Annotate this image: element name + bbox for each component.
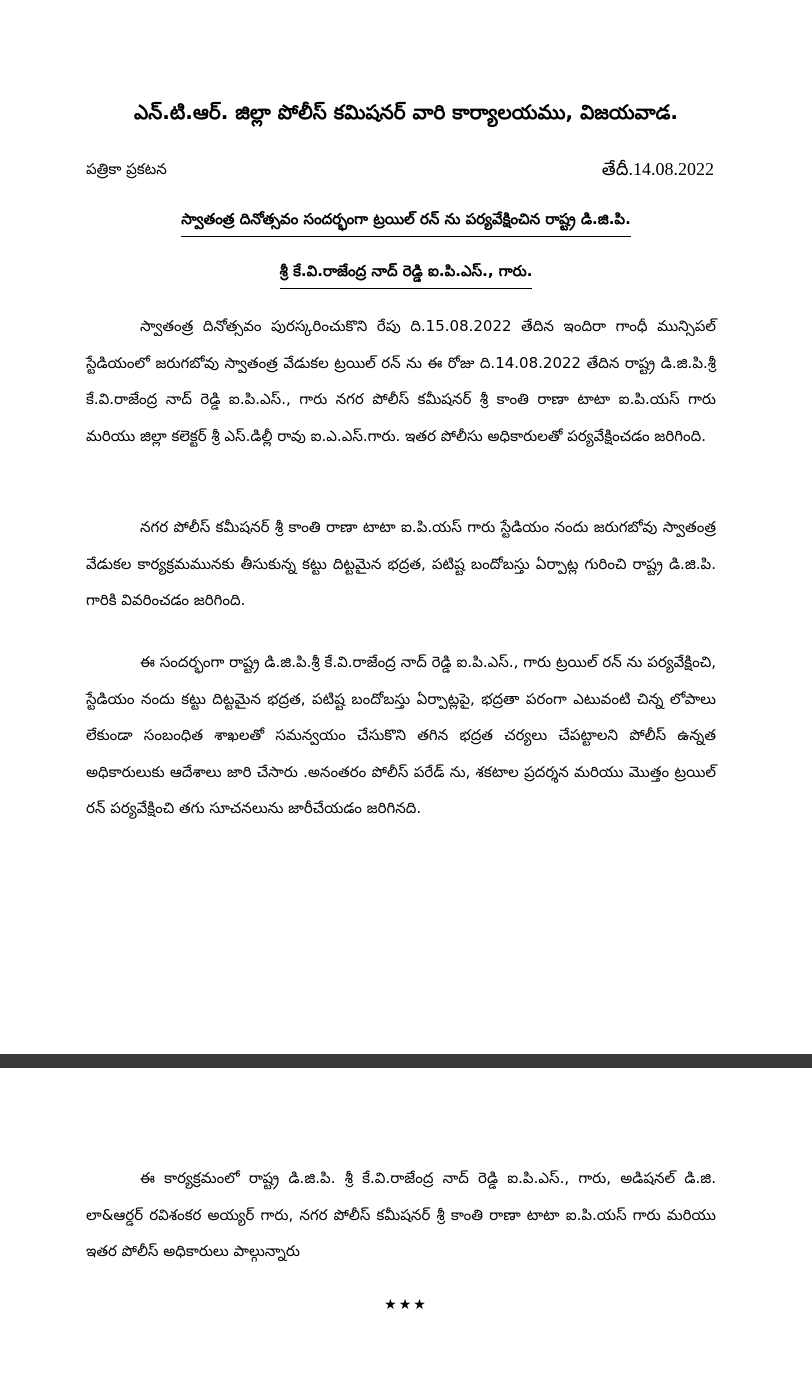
subheading-line-2-text: శ్రీ కే.వి.రాజేంద్ర నాద్ రెడ్డి ఐ.పి.ఎస్., గారు. <box>280 258 533 289</box>
document-title: ఎన్.టి.ఆర్. జిల్లా పోలీస్ కమిషనర్ వారి కార్యాలయము, విజయవాడ. <box>133 100 679 124</box>
subheading-line-2 <box>40 258 772 289</box>
page-break-divider <box>0 1054 812 1068</box>
end-mark-stars: ★★★ <box>384 1297 428 1313</box>
subheading-line-1 <box>40 206 772 237</box>
paragraph-3: ఈ సందర్భంగా రాష్ట్ర డి.జి.పి.శ్రీ కే.వి.రాజేంద్ర నాద్ రెడ్డి ఐ.పి.ఎస్., గారు ట్రయిల్ రన్ ను పర్యవేక్షించి, స్టేడియం నందు కట్టు దిట్టమైన భద్రత, పటిష్ట బందోబస్తు ఏర్పాట్లపై, భద్రతా పరంగా ఎటువంటి చిన్న లోపాలు లేకుండా సంబంధిత శాఖలతో సమన్వయం చేసుకొని తగిన భద్రత చర్యలు చేపట్టాలని పోలీస్ ఉన్నత అధికారులుకు ఆదేశాలు జారి చేసారు .అనంతరం పోలీస్ పరేడ్ ను, శకటాల ప్రదర్శన మరియు మొత్తం ట్రయిల్ రన్ పర్యవేక్షించి తగు సూచనలును జారీచేయడం జరిగినది. <box>86 653 716 817</box>
paragraph-4: ఈ కార్యక్రమంలో రాష్ట్ర డి.జి.పి. శ్రీ కే.వి.రాజేంద్ర నాద్ రెడ్డి ఐ.పి.ఎస్., గారు, అడిషనల్ డి.జి. లా&ఆర్డర్ రవిశంకర అయ్యర్ గారు, నగర పోలీస్ కమీషనర్ శ్రీ కాంతి రాణా టాటా ఐ.పి.యస్ గారు మరియు ఇతర పోలీస్ అధికారులు పాల్గున్నారు <box>86 1169 716 1260</box>
press-release-label: పత్రికా ప్రకటన <box>86 160 167 178</box>
paragraph-1: స్వాతంత్ర దినోత్సవం పురస్కరించుకొని రేపు ది.15.08.2022 తేదిన ఇందిరా గాంధీ మున్సిపల్ స్టేడియంలో జరుగబోవు స్వాతంత్ర వేడుకల ట్రయిల్ రన్ ను ఈ రోజు ది.14.08.2022 తేదిన రాష్ట్ర డి.జి.పి.శ్రీ కే.వి.రాజేంద్ర నాద్ రెడ్డి ఐ.పి.ఎస్., గారు నగర పోలీస్ కమీషనర్ శ్రీ కాంతి రాణా టాటా ఐ.పి.యస్ గారు మరియు జిల్లా కలెక్టర్ శ్రీ ఎస్.డిల్లీ రావు ఐ.ఎ.ఎస్.గారు. ఇతర పోలీసు అధికారులతో పర్యవేక్షించడం జరిగింది. <box>86 317 716 445</box>
paragraph-2: నగర పోలీస్ కమీషనర్ శ్రీ కాంతి రాణా టాటా ఐ.పి.యస్ గారు స్టేడియం నందు జరుగబోవు స్వాతంత్ర వేడుకల కార్యక్రమమునకు తీసుకున్న కట్టు దిట్టమైన భద్రత, పటిష్ట బందోబస్తు ఏర్పాట్ల గురించి రాష్ట్ర డి.జి.పి. గారికి వివరించడం జరిగింది. <box>86 518 716 609</box>
subheading-line-1-text: స్వాతంత్ర దినోత్సవం సందర్భంగా ట్రయిల్ రన్ ను పర్యవేక్షించిన రాష్ట్ర డి.జి.పి. <box>181 206 631 237</box>
document-date: తేదీ.14.08.2022 <box>601 159 714 179</box>
meta-row <box>86 156 714 182</box>
